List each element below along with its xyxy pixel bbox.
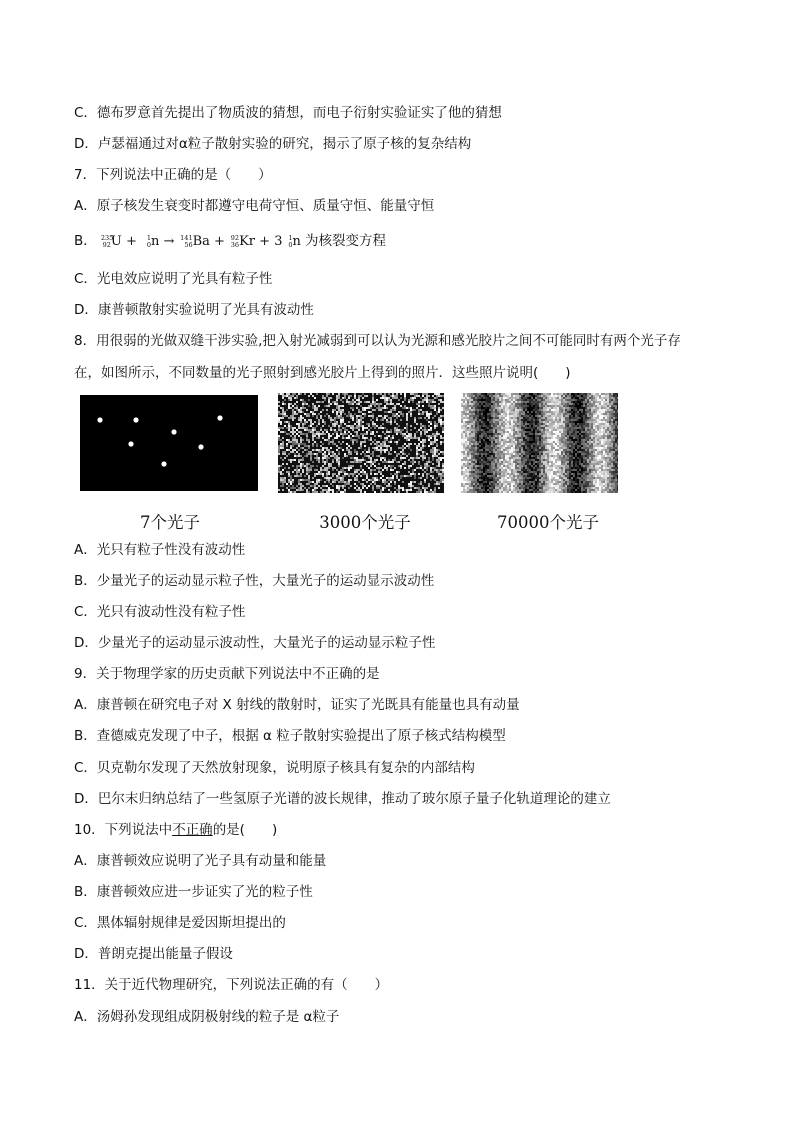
question-8-line2: 在，如图所示，不同数量的光子照射到感光胶片上得到的照片．这些照片说明( ) bbox=[74, 365, 571, 381]
question-8-line1: 8．用很弱的光做双缝干涉实验,把入射光减弱到可以认为光源和感光胶片之间不可能同时有两个光子存 bbox=[74, 333, 681, 349]
option-8c: C．光只有波动性没有粒子性 bbox=[74, 604, 246, 620]
photo-7-dots bbox=[80, 395, 258, 491]
line-6d: D．卢瑟福通过对α粒子散射实验的研究，揭示了原子核的复杂结构 bbox=[74, 136, 472, 152]
kr-symbol: Kr bbox=[239, 234, 256, 249]
question-11: 11．关于近代物理研究，下列说法正确的有（ ） bbox=[74, 977, 389, 993]
line-6c: C．德布罗意首先提出了物质波的猜想，而电子衍射实验证实了他的猜想 bbox=[74, 105, 502, 121]
option-10a: A．康普顿效应说明了光子具有动量和能量 bbox=[74, 853, 327, 869]
u-z: 92 bbox=[102, 240, 111, 249]
u-mass: 235 bbox=[100, 233, 114, 242]
ba-mass: 141 bbox=[180, 233, 193, 242]
option-9a: A．康普顿在研究电子对 X 射线的散射时，证实了光既具有能量也具有动量 bbox=[74, 697, 520, 713]
n1-iso bbox=[141, 235, 151, 249]
n1-z: 0 bbox=[146, 240, 152, 249]
n2-z: 0 bbox=[288, 240, 293, 249]
caption-3000: 3000个光子 bbox=[319, 513, 411, 532]
q10-post: 的是( ) bbox=[212, 822, 278, 838]
q10-underline: 不正确 bbox=[172, 822, 213, 838]
option-8a: A．光只有粒子性没有波动性 bbox=[74, 542, 246, 558]
coef: 3 bbox=[274, 234, 283, 249]
question-7: 7．下列说法中正确的是（ ） bbox=[74, 167, 272, 183]
kr-iso bbox=[229, 235, 239, 249]
option-9b: B．查德威克发现了中子，根据 α 粒子散射实验提出了原子核式结构模型 bbox=[74, 728, 506, 744]
option-7b bbox=[74, 232, 386, 251]
photo-3000-photons bbox=[278, 393, 444, 493]
option-10c: C．黑体辐射规律是爱因斯坦提出的 bbox=[74, 915, 286, 931]
ba-z: 56 bbox=[184, 240, 193, 249]
option-8b: B．少量光子的运动显示粒子性，大量光子的运动显示波动性 bbox=[74, 573, 435, 589]
question-10 bbox=[74, 821, 277, 839]
n1-symbol: n bbox=[151, 234, 160, 249]
option-10b: B．康普顿效应进一步证实了光的粒子性 bbox=[74, 884, 313, 900]
option-9d: D．巴尔末归纳总结了一些氢原子光谱的波长规律，推动了玻尔原子量子化轨道理论的建立 bbox=[74, 791, 611, 807]
n2-symbol: n bbox=[292, 234, 301, 249]
q10-pre: 10．下列说法中 bbox=[74, 822, 173, 838]
option-10d: D．普朗克提出能量子假设 bbox=[74, 946, 233, 962]
n2-iso bbox=[282, 235, 292, 249]
question-9: 9．关于物理学家的历史贡献下列说法中不正确的是 bbox=[74, 666, 380, 682]
option-7b-prefix: B． bbox=[74, 233, 97, 249]
option-7d: D．康普顿散射实验说明了光具有波动性 bbox=[74, 302, 314, 318]
u-iso bbox=[100, 233, 114, 249]
kr-z: 36 bbox=[230, 240, 240, 249]
option-8d: D．少量光子的运动显示波动性，大量光子的运动显示粒子性 bbox=[74, 635, 436, 651]
option-7b-suffix: 为核裂变方程 bbox=[304, 233, 386, 249]
photo-70000-photons bbox=[461, 393, 618, 493]
option-9c: C．贝克勒尔发现了天然放射现象，说明原子核具有复杂的内部结构 bbox=[74, 760, 475, 776]
n2-mass: 1 bbox=[288, 233, 293, 242]
n1-mass: 1 bbox=[146, 233, 152, 242]
option-7a: A．原子核发生衰变时都遵守电荷守恒、质量守恒、能量守恒 bbox=[74, 198, 435, 214]
option-11a: A．汤姆孙发现组成阴极射线的粒子是 α粒子 bbox=[74, 1009, 340, 1025]
photo-3000-noise bbox=[278, 393, 444, 493]
photo-7-photons bbox=[80, 395, 258, 491]
u-symbol: U bbox=[110, 234, 122, 249]
photo-70000-fringes bbox=[461, 393, 618, 493]
ba-iso bbox=[179, 235, 193, 249]
fission-equation: 235 92U + 1 0n → 141 56Ba + 92 36Kr + 3 1 0n bbox=[100, 233, 301, 249]
ba-symbol: Ba bbox=[192, 234, 210, 249]
caption-7: 7个光子 bbox=[140, 513, 200, 532]
option-7c: C．光电效应说明了光具有粒子性 bbox=[74, 271, 273, 287]
caption-70000: 70000个光子 bbox=[497, 513, 599, 532]
kr-mass: 92 bbox=[230, 233, 240, 242]
